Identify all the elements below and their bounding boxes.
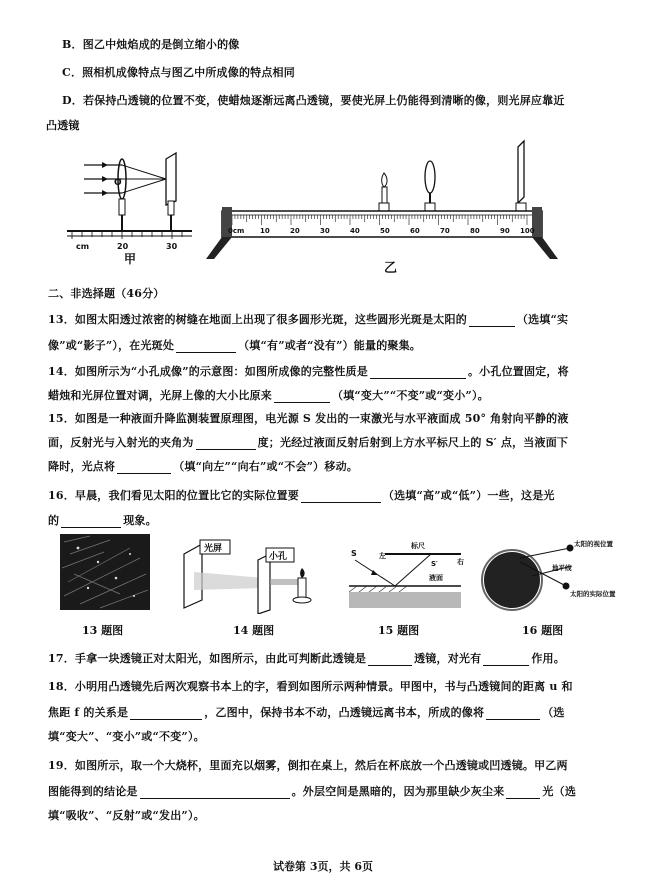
figure-14-pinhole xyxy=(180,534,320,614)
jia-tick-20: 20 xyxy=(117,242,129,251)
q18-line3: 填“变大”、“变小”或“不变”）。 xyxy=(48,730,205,743)
q18-line2 xyxy=(48,706,565,720)
q18-blank-1[interactable] xyxy=(130,719,202,720)
option-b: B．图乙中烛焰成的是倒立缩小的像 xyxy=(62,38,240,51)
svg-text:O: O xyxy=(114,178,122,188)
q15-text-c: 度；光经过液面反射后射到上方水平标尺上的 S′ 点，当液面下 xyxy=(257,436,569,449)
q13-line1 xyxy=(48,313,568,327)
q19-text-b: 图能得到的结论是 xyxy=(48,785,138,798)
q13-line2 xyxy=(48,339,421,353)
fig15-left: 左 xyxy=(379,552,386,560)
q13-text-b: （选填“实 xyxy=(516,313,569,326)
figure-15-liquid-level xyxy=(345,540,465,610)
q16-line2 xyxy=(48,514,157,528)
jia-label: 甲 xyxy=(124,252,137,265)
section-2-title: 二、非选择题（46分） xyxy=(48,287,165,300)
q19-line2 xyxy=(48,785,576,799)
q19-line1: 19．如图所示，取一个大烧杯，里面充以烟雾，倒扣在桌上，然后在杯底放一个凸透镜或凹透镜。甲乙两 xyxy=(48,759,568,772)
q15-blank-1[interactable] xyxy=(196,449,256,450)
fig15-right: 右 xyxy=(457,558,464,566)
page-footer: 试卷第 3页，共 6页 xyxy=(273,860,373,873)
q19-text-d: 光（选 xyxy=(542,785,577,798)
q15-text-e: （填“向左”“向右”或“不会”）移动。 xyxy=(173,460,358,473)
option-d-line2: 凸透镜 xyxy=(46,119,80,132)
jia-tick-30: 30 xyxy=(166,242,178,251)
q14-blank-1[interactable] xyxy=(370,378,466,379)
q15-line2 xyxy=(48,436,568,450)
q18-blank-2[interactable] xyxy=(486,719,540,720)
q13-text-c: 像”或“影子”），在光斑处 xyxy=(48,339,175,352)
fig15-s-prime: S′ xyxy=(431,560,438,568)
yi-tick-0: 0cm xyxy=(228,227,245,235)
fig14-hole-label: 小孔 xyxy=(269,552,288,562)
q18-line1: 18．小明用凸透镜先后两次观察书本上的字，看到如图所示两种情景。甲图中，书与凸透镜间的距离 u 和 xyxy=(48,680,573,693)
q19-line3: 填“吸收”、“反射”或“发出”）。 xyxy=(48,809,205,822)
q15-line3 xyxy=(48,460,358,474)
yi-tick-50: 50 xyxy=(380,227,390,235)
q18-text-b: 焦距 f 的关系是 xyxy=(48,706,129,719)
figure-16-sun-refraction xyxy=(480,536,630,614)
fig16-horizon-label: 地平线 xyxy=(552,564,572,572)
caption-16: 16 题图 xyxy=(522,624,564,637)
q17-text-c: 作用。 xyxy=(531,652,565,665)
caption-13: 13 题图 xyxy=(82,624,124,637)
q16-blank-1[interactable] xyxy=(301,502,381,503)
q19-blank-2[interactable] xyxy=(506,798,540,799)
q16-text-a: 16．早晨，我们看见太阳的位置比它的实际位置要 xyxy=(48,489,299,502)
caption-14: 14 题图 xyxy=(233,624,275,637)
yi-tick-90: 90 xyxy=(500,227,510,235)
caption-15: 15 题图 xyxy=(378,624,420,637)
q15-text-d: 降时，光点将 xyxy=(48,460,116,473)
fig15-s: S xyxy=(351,549,357,558)
q18-text-c: ，乙图中，保持书本不动，凸透镜远离书本，所成的像将 xyxy=(204,706,485,719)
q17-text-a: 17．手拿一块透镜正对太阳光，如图所示，由此可判断此透镜是 xyxy=(48,652,367,665)
q16-text-d: 现象。 xyxy=(123,514,157,527)
yi-tick-60: 60 xyxy=(410,227,420,235)
fig15-liquid-label: 液面 xyxy=(429,574,443,582)
q17-blank-1[interactable] xyxy=(368,665,412,666)
figure-yi xyxy=(200,135,580,275)
yi-tick-80: 80 xyxy=(470,227,480,235)
q15-blank-2[interactable] xyxy=(117,473,171,474)
q13-blank-2[interactable] xyxy=(176,352,236,353)
q17-blank-2[interactable] xyxy=(483,665,529,666)
q14-line2 xyxy=(48,389,489,403)
q17-text-b: 透镜，对光有 xyxy=(414,652,482,665)
option-d-line1: D．若保持凸透镜的位置不变，使蜡烛逐渐远离凸透镜，要使光屏上仍能得到清晰的像，则光屏应靠近 xyxy=(62,94,565,107)
q16-blank-2[interactable] xyxy=(61,527,121,528)
yi-tick-20: 20 xyxy=(290,227,300,235)
q16-line1 xyxy=(48,489,555,503)
q14-text-a: 14．如图所示为“小孔成像”的示意图：如图所成像的完整性质是 xyxy=(48,365,368,378)
yi-tick-10: 10 xyxy=(260,227,270,235)
option-c: C．照相机成像特点与图乙中所成像的特点相同 xyxy=(62,66,295,79)
figure-jia xyxy=(62,145,202,265)
fig14-screen-label: 光屏 xyxy=(204,544,223,554)
q13-text-a: 13．如图太阳透过浓密的树缝在地面上出现了很多圆形光斑，这些圆形光斑是太阳的 xyxy=(48,313,467,326)
q16-text-c: 的 xyxy=(48,514,60,527)
yi-label: 乙 xyxy=(384,261,398,275)
yi-tick-40: 40 xyxy=(350,227,360,235)
q15-line1: 15．如图是一种液面升降监测装置原理图，电光源 S 发出的一束激光与水平液面成 50° 角射向平静的液 xyxy=(48,412,569,425)
q14-text-d: （填“变大”“不变”或“变小”）。 xyxy=(332,389,489,402)
fig15-ruler-label: 标尺 xyxy=(411,542,425,550)
q14-text-c: 蜡烛和光屏位置对调，光屏上像的大小比原来 xyxy=(48,389,272,402)
fig16-real-label: 太阳的实际位置 xyxy=(570,590,616,598)
q16-text-b: （选填“高”或“低”）一些，这是光 xyxy=(382,489,555,502)
yi-tick-30: 30 xyxy=(320,227,330,235)
q19-blank-1[interactable] xyxy=(140,798,290,799)
q19-text-c: 。外层空间是黑暗的，因为那里缺少灰尘来 xyxy=(291,785,505,798)
q14-blank-2[interactable] xyxy=(274,402,330,403)
q18-text-d: （选 xyxy=(542,706,565,719)
q14-text-b: 。小孔位置固定，将 xyxy=(467,365,569,378)
figure-13-tree-shadow xyxy=(60,534,150,610)
yi-tick-70: 70 xyxy=(440,227,450,235)
fig16-apparent-label: 太阳的视位置 xyxy=(574,540,613,548)
q14-line1 xyxy=(48,365,569,379)
q13-text-d: （填“有”或者“没有”）能量的聚集。 xyxy=(238,339,422,352)
jia-tick-cm: cm xyxy=(76,242,90,251)
q15-text-b: 面，反射光与入射光的夹角为 xyxy=(48,436,194,449)
q13-blank-1[interactable] xyxy=(469,326,515,327)
yi-tick-100: 100 xyxy=(520,227,535,235)
q17-line1 xyxy=(48,652,565,666)
